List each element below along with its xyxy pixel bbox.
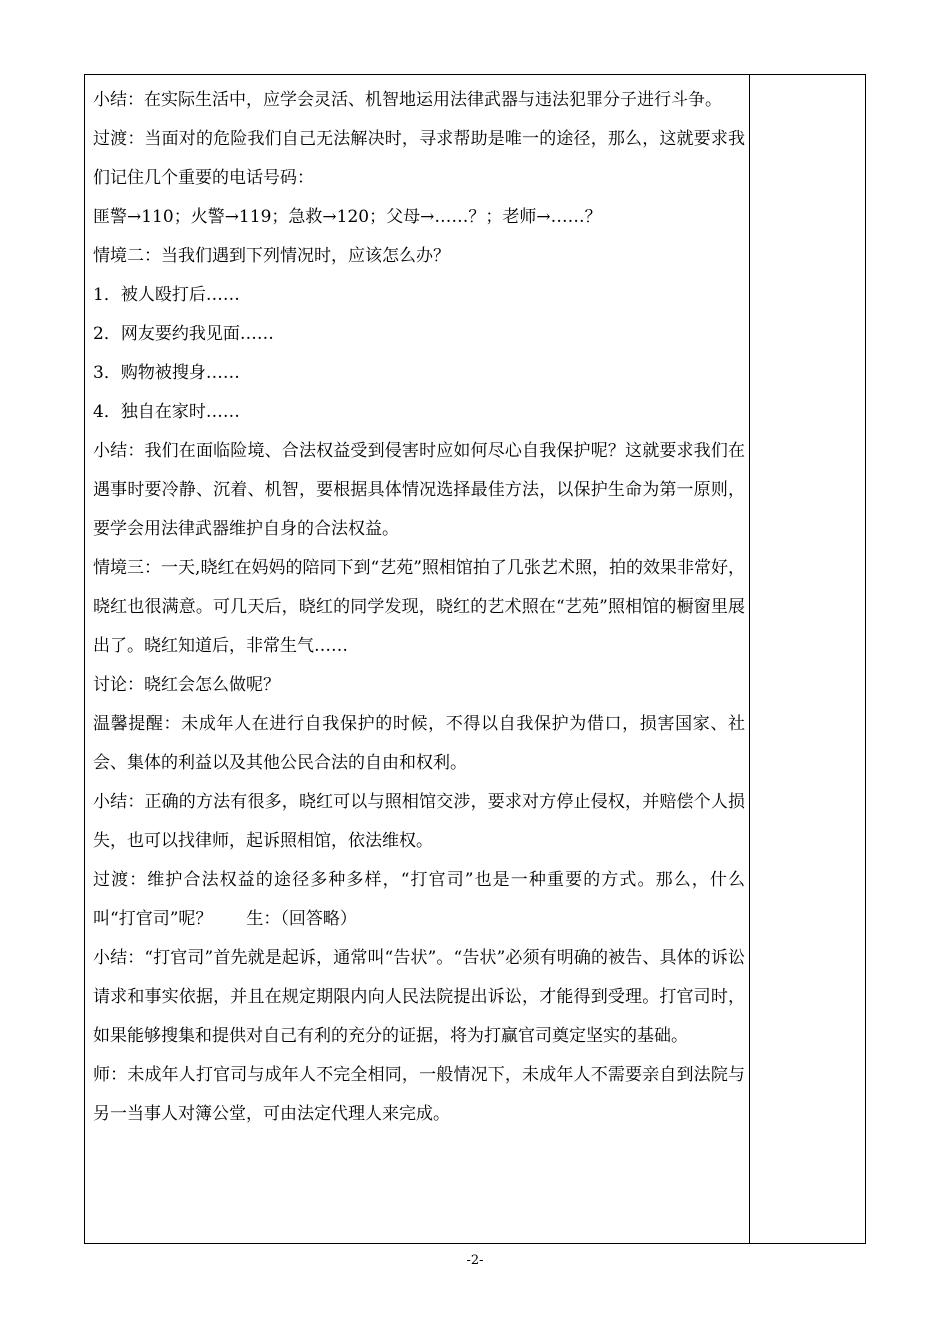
paragraph-summary-2: 小结：我们在面临险境、合法权益受到侵害时应如何尽心自我保护呢？这就要求我们在遇事时要冷静、沉着、机智，要根据具体情况选择最佳方法，以保护生命为第一原则，要学会用法律武器维护自身的合法权益。: [93, 441, 745, 539]
list-item-1: 1．被人殴打后……: [93, 285, 240, 305]
list-item-2: 2．网友要约我见面……: [93, 324, 274, 344]
paragraph-discussion: 讨论：晓红会怎么做呢？: [93, 675, 280, 695]
lesson-table: [84, 74, 866, 1244]
list-item-4: 4．独自在家时……: [93, 402, 240, 422]
paragraph-reminder: 温馨提醒：未成年人在进行自我保护的时候，不得以自我保护为借口，损害国家、社会、集体的利益以及其他公民合法的自由和权利。: [93, 714, 745, 773]
paragraph-transition-2: 过渡：维护合法权益的途径多种多样，“打官司”也是一种重要的方式。那么，什么叫“打官司”呢？ 生：（回答略）: [93, 870, 745, 929]
page-number: -2-: [466, 1253, 484, 1268]
paragraph-teacher: 师：未成年人打官司与成年人不完全相同，一般情况下，未成年人不需要亲自到法院与另一当事人对簿公堂，可由法定代理人来完成。: [93, 1065, 745, 1124]
paragraph-summary-4: 小结：“打官司”首先就是起诉，通常叫“告状”。“告状”必须有明确的被告、具体的诉讼请求和事实依据，并且在规定期限内向人民法院提出诉讼，才能得到受理。打官司时，如果能够搜集和提供对自己有利的充分的证据，将为打赢官司奠定坚实的基础。: [93, 948, 745, 1046]
paragraph-transition-1: 过渡：当面对的危险我们自己无法解决时，寻求帮助是唯一的途径，那么，这就要求我们记住几个重要的电话号码：: [93, 129, 745, 188]
paragraph-summary-3: 小结：正确的方法有很多，晓红可以与照相馆交涉，要求对方停止侵权，并赔偿个人损失，也可以找律师，起诉照相馆，依法维权。: [93, 792, 745, 851]
lesson-content-cell: [93, 81, 745, 1134]
paragraph-phone-numbers: 匪警→110；火警→119；急救→120；父母→……？；老师→……？: [93, 207, 602, 227]
list-item-3: 3．购物被搜身……: [93, 363, 240, 383]
paragraph-scenario-2: 情境二：当我们遇到下列情况时，应该怎么办？: [93, 246, 450, 266]
notes-cell: [750, 75, 865, 1243]
paragraph-scenario-3: 情境三：一天,晓红在妈妈的陪同下到“艺苑”照相馆拍了几张艺术照，拍的效果非常好，晓红也很满意。可几天后，晓红的同学发现，晓红的艺术照在“艺苑”照相馆的橱窗里展出了。晓红知道后，非常生气……: [93, 558, 745, 656]
paragraph-summary-1: 小结：在实际生活中，应学会灵活、机智地运用法律武器与违法犯罪分子进行斗争。: [93, 90, 722, 110]
